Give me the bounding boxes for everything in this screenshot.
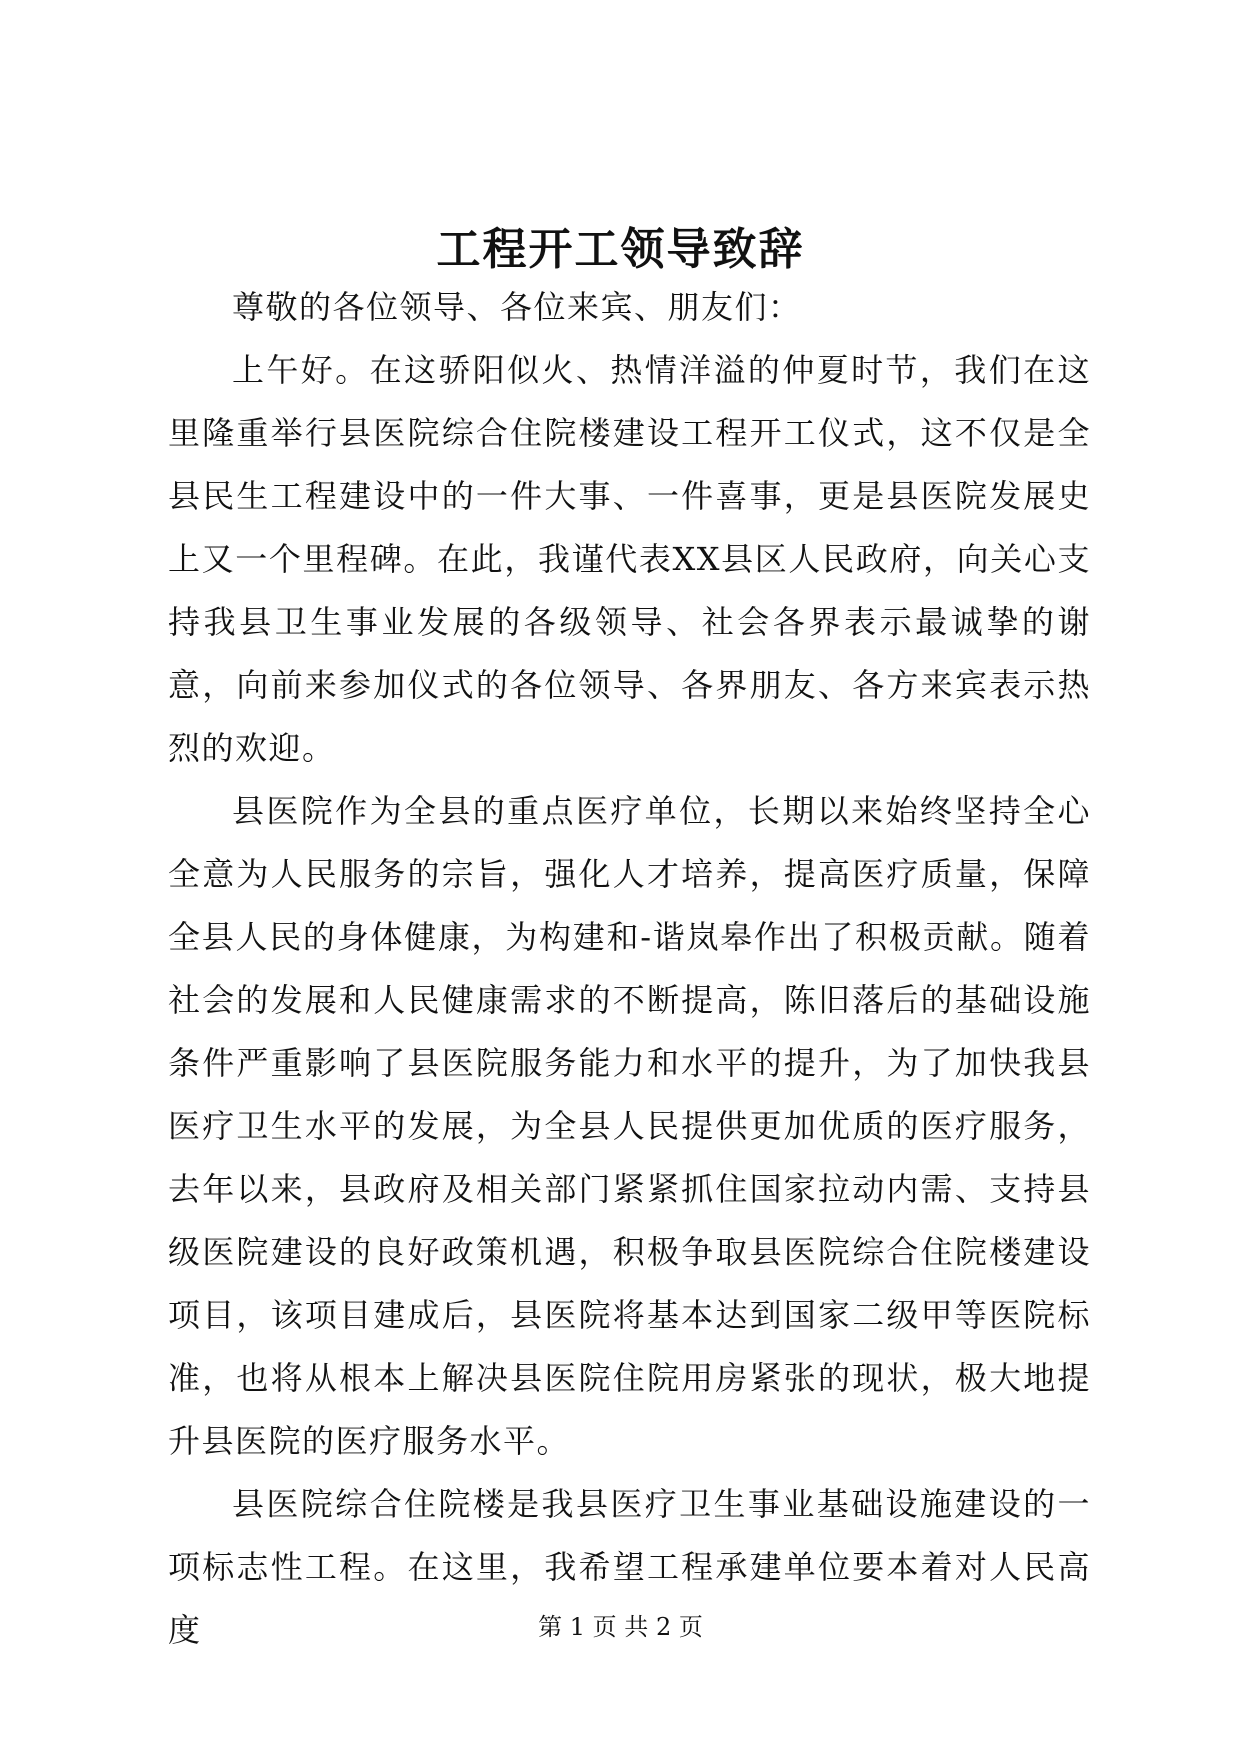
document-body <box>168 276 1091 1662</box>
paragraph-project-significance: 县医院综合住院楼是我县医疗卫生事业基础设施建设的一项标志性工程。在这里，我希望工程承建单位要本着对人民高度 <box>168 1485 1091 1649</box>
page-footer: 第 1 页 共 2 页 <box>538 1613 703 1641</box>
paragraph-salutation: 尊敬的各位领导、各位来宾、朋友们： <box>232 288 802 326</box>
paragraph-hospital-background: 县医院作为全县的重点医疗单位，长期以来始终坚持全心全意为人民服务的宗旨，强化人才培养，提高医疗质量，保障全县人民的身体健康，为构建和-谐岚皋作出了积极贡献。随着社会的发展和人民健康需求的不断提高，陈旧落后的基础设施条件严重影响了县医院服务能力和水平的提升，为了加快我县医疗卫生水平的发展，为全县人民提供更加优质的医疗服务，去年以来，县政府及相关部门紧紧抓住国家拉动内需、支持县级医院建设的良好政策机遇，积极争取县医院综合住院楼建设项目，该项目建成后，县医院将基本达到国家二级甲等医院标准，也将从根本上解决县医院住院用房紧张的现状，极大地提升县医院的医疗服务水平。 <box>168 792 1091 1460</box>
paragraph-greeting: 上午好。在这骄阳似火、热情洋溢的仲夏时节，我们在这里隆重举行县医院综合住院楼建设工程开工仪式，这不仅是全县民生工程建设中的一件大事、一件喜事，更是县医院发展史上又一个里程碑。在此，我谨代表XX县区人民政府，向关心支持我县卫生事业发展的各级领导、社会各界表示最诚挚的谢意，向前来参加仪式的各位领导、各界朋友、各方来宾表示热烈的欢迎。 <box>168 351 1091 767</box>
document-title: 工程开工领导致辞 <box>436 224 805 275</box>
